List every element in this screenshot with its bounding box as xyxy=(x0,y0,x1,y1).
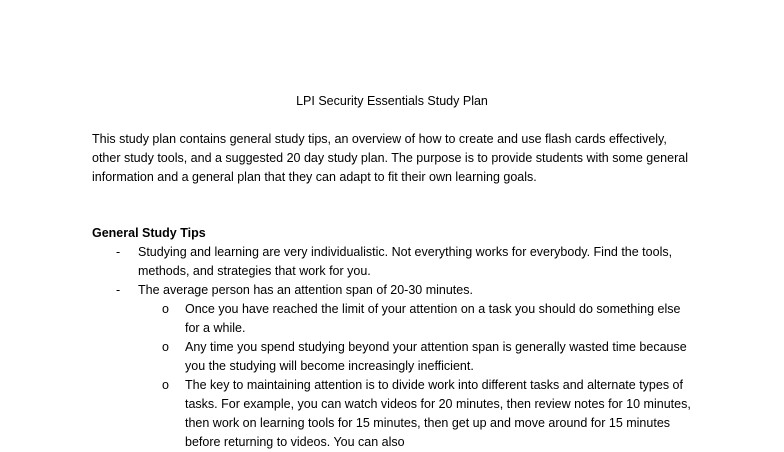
dash-bullet: - xyxy=(116,245,121,259)
list-item: The average person has an attention span of 20-30 minutes. xyxy=(138,283,473,297)
document-title: LPI Security Essentials Study Plan xyxy=(296,94,488,108)
sub-list-item: The key to maintaining attention is to divide work into different tasks and alternate types of tasks. For example, you can watch videos for 20 minutes, then review notes for 10 minutes, then work on learning tools for 15 minutes, then get up and move around for 15 minutes before returning to videos. You can also xyxy=(185,378,691,449)
section-heading: General Study Tips xyxy=(92,226,206,240)
circle-bullet: o xyxy=(162,302,169,316)
circle-bullet: o xyxy=(162,340,169,354)
circle-bullet: o xyxy=(162,378,169,392)
sub-list-item: Once you have reached the limit of your attention on a task you should do something else for a while. xyxy=(185,302,681,335)
intro-paragraph: This study plan contains general study tips, an overview of how to create and use flash cards effectively, other study tools, and a suggested 20 day study plan. The purpose is to provide students with some general information and a general plan that they can adapt to fit their own learning goals. xyxy=(92,132,688,184)
list-item: Studying and learning are very individualistic. Not everything works for everybody. Find the tools, methods, and strategies that work for you. xyxy=(138,245,673,278)
sub-list-item: Any time you spend studying beyond your attention span is generally wasted time because you the studying will become increasingly inefficient. xyxy=(185,340,687,373)
dash-bullet: - xyxy=(116,283,121,297)
